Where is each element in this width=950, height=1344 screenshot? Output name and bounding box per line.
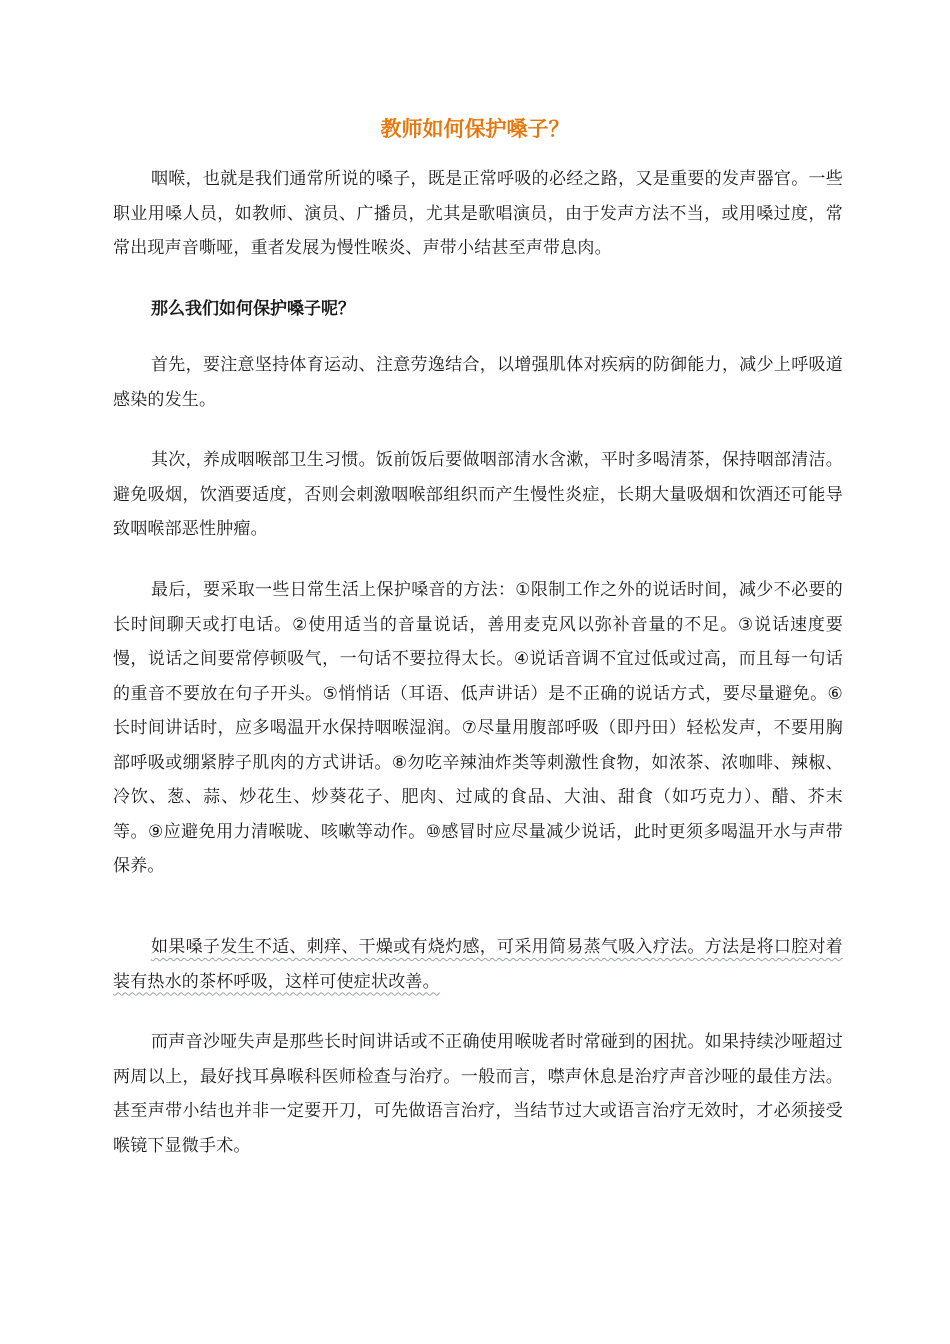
intro-paragraph: 咽喉，也就是我们通常所说的嗓子，既是正常呼吸的必经之路，又是重要的发声器官。一些职业用嗓人员，如教师、演员、广播员，尤其是歌唱演员，由于发声方法不当，或用嗓过度，常常出现声音嘶哑，重者发展为慢性喉炎、声带小结甚至声带息肉。	[113, 169, 843, 258]
document-title: 教师如何保护嗓子？	[380, 117, 570, 141]
second-paragraph: 其次，养成咽喉部卫生习惯。饭前饭后要做咽部清水含漱，平时多喝清茶，保持咽部清洁。避免吸烟，饮酒要适度，否则会刺激咽喉部组织而产生慢性炎症，长期大量吸烟和饮酒还可能导致咽喉部恶性肿瘤。	[113, 450, 843, 539]
question-heading: 那么我们如何保护嗓子呢？	[151, 299, 355, 319]
last-paragraph: 最后，要采取一些日常生活上保护嗓音的方法：①限制工作之外的说话时间，减少不必要的长时间聊天或打电话。②使用适当的音量说话，善用麦克风以弥补音量的不足。③说话速度要慢，说话之间要常停顿吸气，一句话不要拉得太长。④说话音调不宜过低或过高，而且每一句话的重音不要放在句子开头。⑤悄悄话（耳语、低声讲话）是不正确的说话方式，要尽量避免。⑥长时间讲话时，应多喝温开水保持咽喉湿润。⑦尽量用腹部呼吸（即丹田）轻松发声，不要用胸部呼吸或绷紧脖子肌肉的方式讲话。⑧勿吃辛辣油炸类等刺激性食物，如浓茶、浓咖啡、辣椒、冷饮、葱、蒜、炒花生、炒葵花子、肥肉、过咸的食品、大油、甜食（如巧克力）、醋、芥末等。⑨应避免用力清喉咙、咳嗽等动作。⑩感冒时应尽量减少说话，此时更须多喝温开水与声带保养。	[113, 580, 843, 876]
steam-paragraph-text: 如果嗓子发生不适、刺痒、干燥或有烧灼感，可采用简易蒸气吸入疗法。方法是将口腔对着装有热水的茶杯呼吸，这样可使症状改善。	[113, 937, 843, 992]
steam-paragraph	[113, 930, 843, 999]
first-paragraph: 首先，要注意坚持体育运动、注意劳逸结合，以增强肌体对疾病的防御能力，减少上呼吸道感染的发生。	[113, 355, 843, 410]
hoarse-paragraph: 而声音沙哑失声是那些长时间讲话或不正确使用喉咙者时常碰到的困扰。如果持续沙哑超过两周以上，最好找耳鼻喉科医师检查与治疗。一般而言，噤声休息是治疗声音沙哑的最佳方法。甚至声带小结也并非一定要开刀，可先做语言治疗，当结节过大或语言治疗无效时，才必须接受喉镜下显微手术。	[113, 1032, 843, 1156]
